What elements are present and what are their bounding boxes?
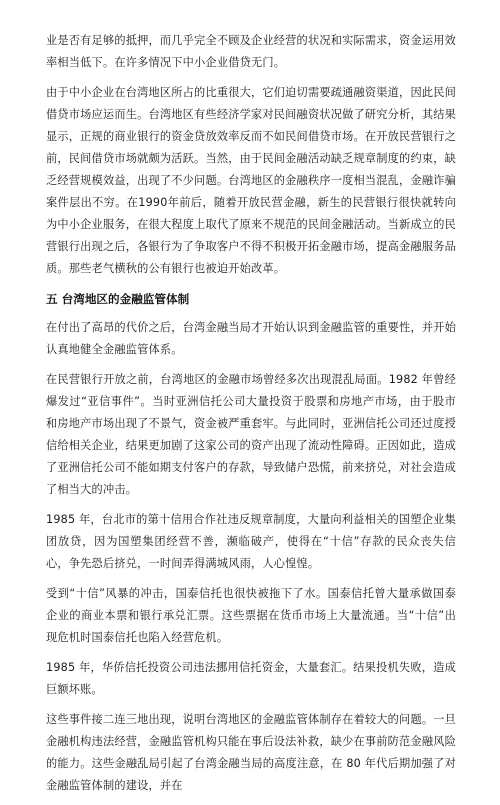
body-paragraph: 受到“十信”风暴的冲击，国泰信托也很快被拖下了水。国泰信托曾大量承做国泰企业的商业本票和银行承兑汇票。这些票据在货币市场上大量流通。当“十信”出现危机时国泰信托也陷入经营危机。 [46,587,456,644]
body-paragraph: 由于中小企业在台湾地区所占的比重很大，它们迫切需要疏通融资渠道，因此民间借贷市场应运而生。台湾地区有些经济学家对民间融资状况做了研究分析，其结果显示，正规的商业银行的资金贷放效率反而不如民间借贷市场。在开放民营银行之前，民间借贷市场就颇为活跃。当然，由于民间金融活动缺乏规章制度的约束，缺乏经营规模效益，出现了不少问题。台湾地区的金融秩序一度相当混乱，金融诈骗案件层出不穷。在1990年前后，随着开放民营金融，新生的民营银行很快就转向为中小企业服务，在很大程度上取代了原来不规范的民间金融活动。当新成立的民营银行出现之后，各银行为了争取客户不得不积极开拓金融市场，提高金融服务品质。那些老气横秋的公有银行也被迫开始改革。 [46,86,456,275]
body-paragraph: 这些事件接二连三地出现，说明台湾地区的金融监管体制存在着较大的问题。一旦金融机构违法经营，金融监管机构只能在事后设法补救，缺少在事前防范金融风险的能力。这些金融乱局引起了台湾金融当局的高度注意，在 80 年代后期加强了对金融监管体制的建设，并在 [46,713,456,792]
body-paragraph: 1985 年，台北市的第十信用合作社违反规章制度，大量向利益相关的国塑企业集团放贷，因为国塑集团经营不善，濒临破产，使得在“十信”存款的民众丧失信心，争先恐后挤兑，一时间弄得满城风雨，人心惶惶。 [46,513,456,570]
section-heading: 五 台湾地区的金融监管体制 [46,292,190,306]
body-paragraph: 业是否有足够的抵押，而几乎完全不顾及企业经营的状况和实际需求，资金运用效率相当低下。在许多情况下中小企业借贷无门。 [46,34,456,69]
body-paragraph: 1985 年，华侨信托投资公司违法挪用信托资金，大量套汇。结果投机失败，造成巨额坏账。 [46,661,456,696]
body-paragraph: 在付出了高昂的代价之后，台湾金融当局才开始认识到金融监管的重要性，并开始认真地健全金融监管体系。 [46,321,456,356]
body-paragraph: 在民营银行开放之前，台湾地区的金融市场曾经多次出现混乱局面。1982 年曾经爆发过“亚信事件”。当时亚洲信托公司大量投资于股票和房地产市场，由于股市和房地产市场出现了不景气，资金被严重套牢。与此同时，亚洲信托公司还过度授信给相关企业，结果更加剧了这家公司的资产出现了流动性障碍。正因如此，造成了亚洲信托公司不能如期支付客户的存款，导致储户恐慌，前来挤兑，对社会造成了相当大的冲击。 [46,373,456,496]
document-page [46,30,456,805]
